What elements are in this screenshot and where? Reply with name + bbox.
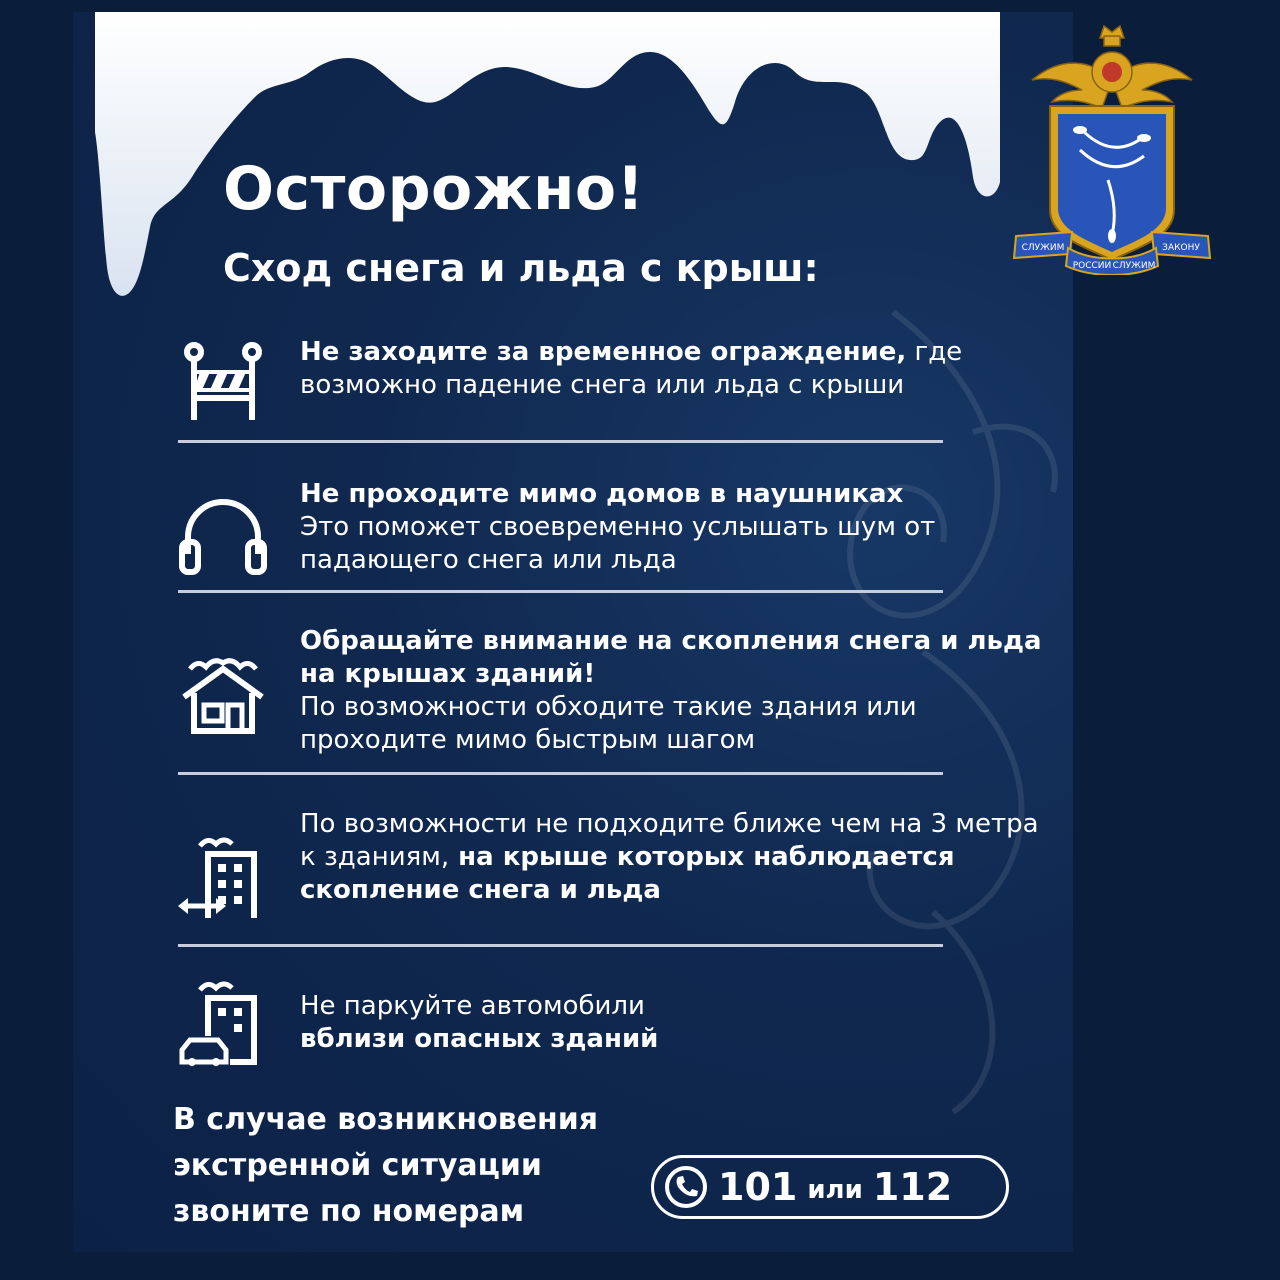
item-bold-text: Не заходите за временное ограждение, [300, 337, 907, 367]
item-normal-text: Не паркуйте автомобили [300, 991, 645, 1021]
building-car-icon [178, 976, 268, 1066]
ribbon-left-text: СЛУЖИМ [1021, 243, 1065, 253]
emergency-line-1: В случае возникновения [173, 1102, 599, 1137]
phone-number-1: 101 [718, 1165, 798, 1209]
item-bold-text: Не проходите мимо домов в наушниках [300, 479, 904, 509]
phone-icon [664, 1165, 708, 1209]
building-distance-icon [178, 832, 268, 922]
ribbon-right-text: ЗАКОНУ [1162, 243, 1200, 253]
item-text [300, 336, 1060, 402]
snowy-house-icon [178, 649, 268, 739]
barrier-icon [178, 340, 268, 430]
emergency-line-2: экстренной ситуации [173, 1148, 542, 1183]
item-text [300, 625, 1060, 757]
emergency-line-3: звоните по номерам [173, 1194, 525, 1229]
item-bold-text: на крыше которых наблюдается скопление снега и льда [300, 842, 955, 905]
divider [178, 944, 943, 947]
poster-panel [73, 12, 1073, 1252]
ribbon-mid1-text: РОССИИ [1072, 261, 1112, 271]
police-emblem [1012, 10, 1212, 275]
divider [178, 590, 943, 593]
item-normal-text: Это поможет своевременно услышать шум от падающего снега или льда [300, 512, 936, 575]
item-normal-text: По возможности не подходите ближе чем на 3 метра к зданиям, [300, 809, 1039, 872]
phone-number-2: 112 [872, 1165, 953, 1209]
item-bold-text: вблизи опасных зданий [300, 1024, 659, 1054]
item-normal-text: По возможности обходите такие здания или проходите мимо быстрым шагом [300, 692, 917, 755]
poster-title: Осторожно! [223, 154, 645, 224]
item-text [300, 990, 1060, 1056]
item-bold-text: Обращайте внимание на скопления снега и льда на крышах зданий! [300, 626, 1042, 689]
divider [178, 772, 943, 775]
phone-or-text: или [807, 1175, 863, 1205]
emergency-message [173, 1097, 598, 1235]
ribbon-mid2-text: СЛУЖИМ [1112, 261, 1156, 271]
emergency-phone-badge [651, 1155, 1009, 1219]
divider [178, 440, 943, 443]
item-text [300, 808, 1060, 907]
poster-subtitle: Сход снега и льда с крыш: [223, 246, 819, 290]
item-text [300, 478, 1060, 577]
headphones-icon [178, 492, 268, 582]
item-normal-text: где возможно падение снега или льда с крыши [300, 337, 963, 400]
